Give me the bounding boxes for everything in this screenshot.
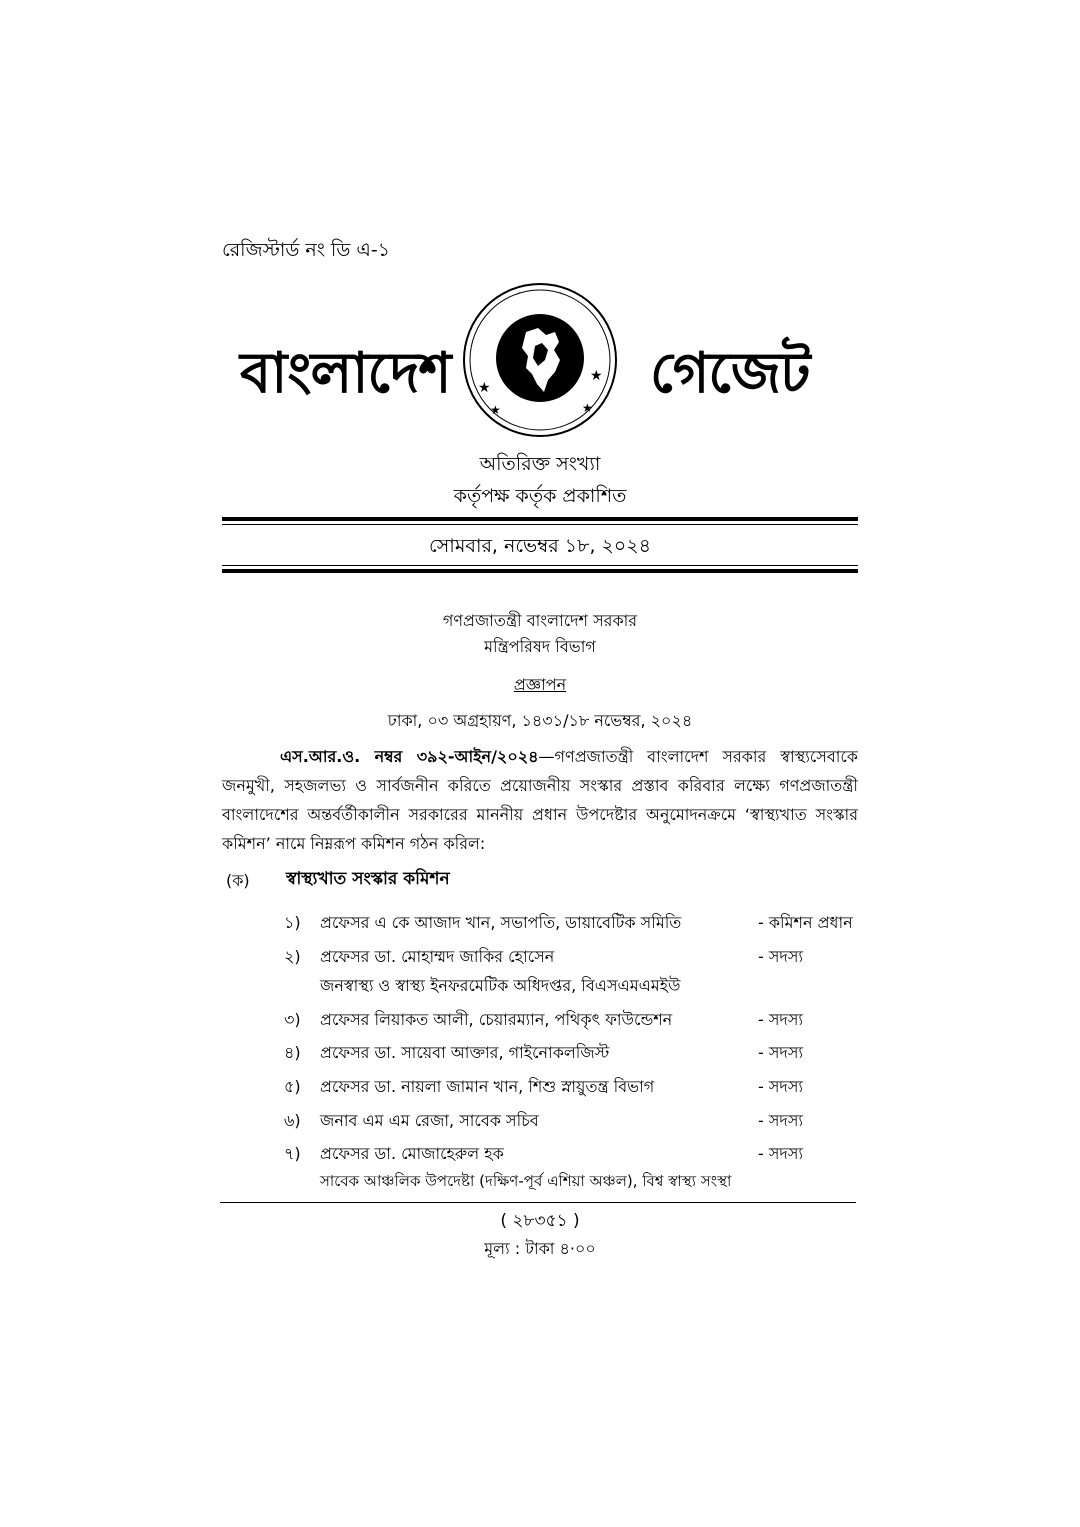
member-affiliation: সাবেক আঞ্চলিক উপদেষ্টা (দক্ষিণ-পূর্ব এশিয়া অঞ্চল), বিশ্ব স্বাস্থ্য সংস্থা (320, 1172, 732, 1190)
member-num: ২) (284, 947, 301, 966)
notice-heading: প্রজ্ঞাপন (513, 675, 567, 694)
svg-text:★: ★ (590, 368, 603, 384)
member-name: প্রফেসর ডা. নায়লা জামান খান, শিশু স্নায়ুতন্ত্র বিভাগ (320, 1077, 655, 1096)
member-role: - কমিশন প্রধান (758, 913, 853, 932)
member-num: ৫) (284, 1077, 301, 1096)
footer-rule (220, 1202, 856, 1203)
bottom-rule-thin (222, 565, 858, 566)
member-num: ৩) (284, 1010, 301, 1029)
member-role: - সদস্য (758, 1043, 804, 1062)
gazette-title-left: বাংলাদেশ (240, 341, 451, 406)
member-name: জনাব এম এম রেজা, সাবেক সচিব (320, 1111, 539, 1130)
member-num: ৬) (284, 1111, 301, 1130)
published-by: কর্তৃপক্ষ কর্তৃক প্রকাশিত (453, 485, 627, 507)
extra-issue: অতিরিক্ত সংখ্যা (479, 453, 601, 475)
svg-text:★: ★ (582, 401, 593, 415)
sro-number: এস.আর.ও. নম্বর ৩৯২-আইন/২০২৪ (280, 747, 539, 766)
notice-wrapper (0, 672, 1080, 699)
member-role: - সদস্য (758, 947, 804, 966)
member-num: ১) (284, 913, 301, 932)
registered-number: রেজিস্টার্ড নং ডি এ-১ (222, 239, 391, 261)
page-number: ( ২৮৩৫১ ) (500, 1211, 580, 1231)
member-num: ৪) (284, 1043, 301, 1062)
top-rule-thick (222, 517, 858, 521)
member-role: - সদস্য (758, 1144, 804, 1163)
issue-date: সোমবার, নভেম্বর ১৮, ২০২৪ (429, 535, 651, 557)
member-role: - সদস্য (758, 1077, 804, 1096)
svg-text:★: ★ (490, 403, 501, 417)
member-name: প্রফেসর লিয়াকত আলী, চেয়ারম্যান, পথিকৃৎ ফাউন্ডেশন (320, 1010, 673, 1029)
member-name: প্রফেসর ডা. মোজাহেরুল হক (320, 1144, 504, 1163)
top-rule-thin (222, 524, 858, 525)
division-name: মন্ত্রিপরিষদ বিভাগ (484, 637, 596, 656)
member-role: - সদস্য (758, 1010, 804, 1029)
member-affiliation: জনস্বাস্থ্য ও স্বাস্থ্য ইনফরমেটিক অধিদপ্তর, বিএসএমএমইউ (320, 976, 681, 995)
gazette-title-right: গেজেট (650, 341, 810, 406)
member-name: প্রফেসর ডা. মোহাম্মদ জাকির হোসেন (320, 947, 555, 966)
bottom-rule-thick (222, 569, 858, 573)
government-emblem (460, 280, 620, 440)
member-name: প্রফেসর এ কে আজাদ খান, সভাপতি, ডায়াবেটিক সমিতি (320, 913, 682, 932)
section-title: স্বাস্থ্যখাত সংস্কার কমিশন (286, 869, 450, 889)
place-date: ঢাকা, ০৩ অগ্রহায়ণ, ১৪৩১/১৮ নভেম্বর, ২০২৪ (387, 711, 693, 730)
svg-text:★: ★ (478, 380, 491, 396)
price: মূল্য : টাকা ৪·০০ (484, 1239, 596, 1258)
paragraph-text: —গণপ্রজাতন্ত্রী বাংলাদেশ সরকার স্বাস্থ্যসেবাকে জনমুখী, সহজলভ্য ও সার্বজনীন করিতে প্রয়োজনীয় সংস্কার প্রস্তাব করিবার লক্ষ্যে গণপ্রজাতন্ত্রী বাংলাদেশের অন্তর্বর্তীকালীন সরকারের মাননীয় প্রধান উপদেষ্টার অনুমোদনক্রমে ‘স্বাস্থ্যখাত সংস্কার কমিশন’ নামে নিম্নরূপ কমিশন গঠন করিল: (222, 747, 858, 853)
section-number: (ক) (226, 871, 250, 890)
member-role: - সদস্য (758, 1111, 804, 1130)
member-name: প্রফেসর ডা. সায়েবা আক্তার, গাইনোকলজিস্ট (320, 1043, 610, 1062)
government-name: গণপ্রজাতন্ত্রী বাংলাদেশ সরকার (442, 611, 638, 630)
member-num: ৭) (284, 1144, 301, 1163)
main-paragraph (222, 742, 858, 858)
